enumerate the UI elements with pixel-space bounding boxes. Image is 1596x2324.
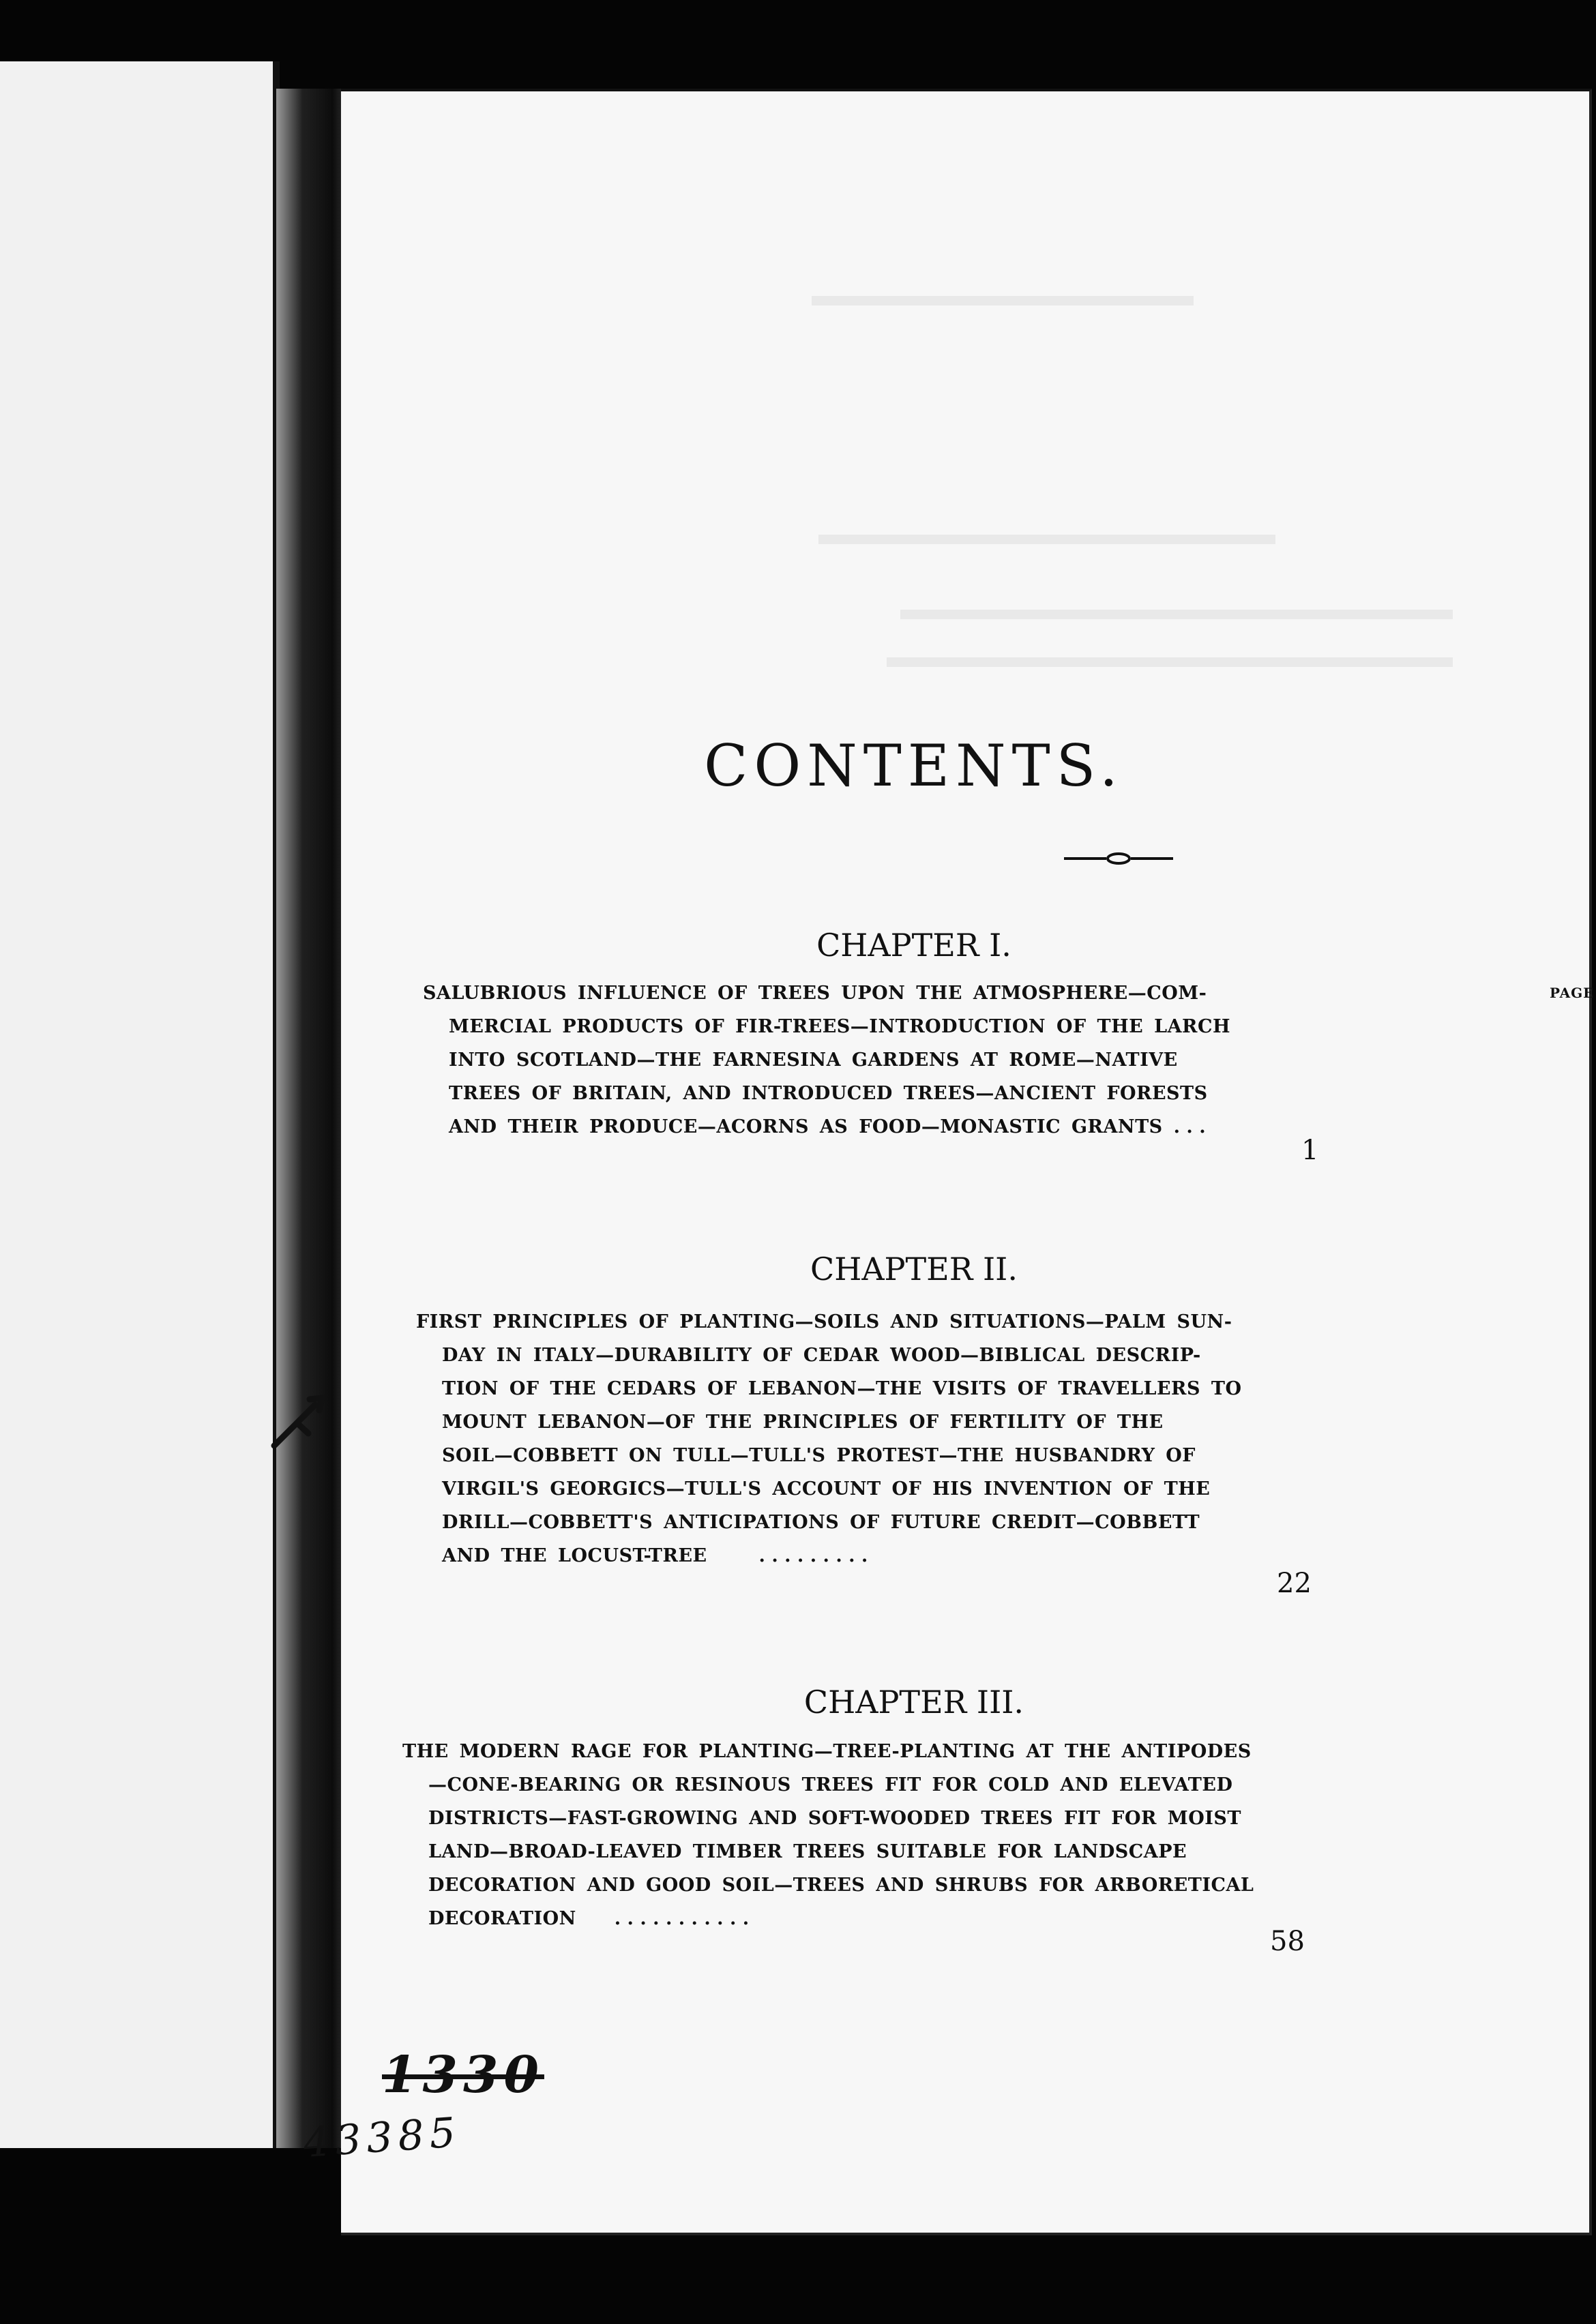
entry-line: LAND—BROAD-LEAVED TIMBER TREES SUITABLE FOR LANDSCAPE bbox=[428, 1841, 1187, 1862]
entry-last-line bbox=[423, 1110, 1269, 1144]
pencil-arrow-icon bbox=[267, 1391, 329, 1456]
handwritten-struck-number: 1330 bbox=[382, 2046, 544, 2104]
chapter-heading-3: CHAPTER III. bbox=[803, 1684, 1024, 1720]
page-title: CONTENTS. bbox=[704, 732, 1124, 799]
entry-line: —CONE-BEARING OR RESINOUS TREES FIT FOR COLD AND ELEVATED bbox=[428, 1774, 1233, 1796]
dot-leader: . . . . . . . . . bbox=[758, 1545, 868, 1566]
bleed-through-mark bbox=[900, 610, 1453, 619]
entry-line: DISTRICTS—FAST-GROWING AND SOFT-WOODED TREES FIT FOR MOIST bbox=[428, 1808, 1241, 1829]
book-gutter bbox=[276, 89, 351, 2148]
chapter-2-entry bbox=[416, 1305, 1275, 1573]
entry-line: DECORATION AND GOOD SOIL—TREES AND SHRUBS FOR ARBORETICAL bbox=[428, 1875, 1254, 1896]
page-column-label: PAGE bbox=[1550, 985, 1595, 1001]
entry-line: FIRST PRINCIPLES OF PLANTING—SOILS AND SITUATIONS—PALM SUN- bbox=[416, 1311, 1232, 1332]
left-page bbox=[0, 61, 280, 2148]
page-number-3: 58 bbox=[1270, 1926, 1305, 1957]
entry-line: THE MODERN RAGE FOR PLANTING—TREE-PLANTING AT THE ANTIPODES bbox=[402, 1741, 1252, 1762]
entry-last-line bbox=[416, 1539, 1275, 1573]
dot-leader: . . . bbox=[1173, 1116, 1206, 1137]
chapter-3-entry bbox=[402, 1735, 1269, 1935]
entry-line: MERCIAL PRODUCTS OF FIR-TREES—INTRODUCTION OF THE LARCH bbox=[449, 1016, 1230, 1037]
entry-line: DAY IN ITALY—DURABILITY OF CEDAR WOOD—BIBLICAL DESCRIP- bbox=[442, 1345, 1201, 1366]
entry-line: VIRGIL'S GEORGICS—TULL'S ACCOUNT OF HIS INVENTION OF THE bbox=[442, 1478, 1211, 1500]
dot-leader: . . . . . . . . . . . bbox=[614, 1908, 750, 1929]
page-number-2: 22 bbox=[1277, 1568, 1312, 1599]
entry-line: TREES OF BRITAIN, AND INTRODUCED TREES—ANCIENT FORESTS bbox=[449, 1083, 1208, 1104]
entry-last-line bbox=[402, 1902, 1269, 1935]
bleed-through-mark bbox=[812, 296, 1194, 306]
entry-line: DRILL—COBBETT'S ANTICIPATIONS OF FUTURE CREDIT—COBBETT bbox=[442, 1512, 1200, 1533]
title-ornament-icon bbox=[1064, 848, 1173, 869]
contents-page bbox=[341, 89, 1595, 2235]
entry-line: AND THE LOCUST-TREE bbox=[442, 1545, 707, 1566]
chapter-1-entry bbox=[423, 977, 1269, 1144]
chapter-heading-2: CHAPTER II. bbox=[810, 1251, 1018, 1287]
entry-line: TION OF THE CEDARS OF LEBANON—THE VISITS OF TRAVELLERS TO bbox=[442, 1378, 1242, 1399]
bleed-through-mark bbox=[818, 535, 1275, 544]
handwritten-number: 43385 bbox=[301, 2109, 463, 2167]
page-number-1: 1 bbox=[1301, 1135, 1319, 1166]
entry-line: DECORATION bbox=[428, 1908, 576, 1929]
entry-line: MOUNT LEBANON—OF THE PRINCIPLES OF FERTILITY OF THE bbox=[442, 1412, 1164, 1433]
entry-line: SOIL—COBBETT ON TULL—TULL'S PROTEST—THE HUSBANDRY OF bbox=[442, 1445, 1196, 1466]
bleed-through-mark bbox=[887, 657, 1453, 667]
entry-line: SALUBRIOUS INFLUENCE OF TREES UPON THE ATMOSPHERE—COM- bbox=[423, 983, 1207, 1004]
chapter-heading-1: CHAPTER I. bbox=[816, 927, 1011, 964]
entry-line: AND THEIR PRODUCE—ACORNS AS FOOD—MONASTIC GRANTS bbox=[449, 1116, 1163, 1137]
entry-line: INTO SCOTLAND—THE FARNESINA GARDENS AT ROME—NATIVE bbox=[449, 1049, 1178, 1071]
